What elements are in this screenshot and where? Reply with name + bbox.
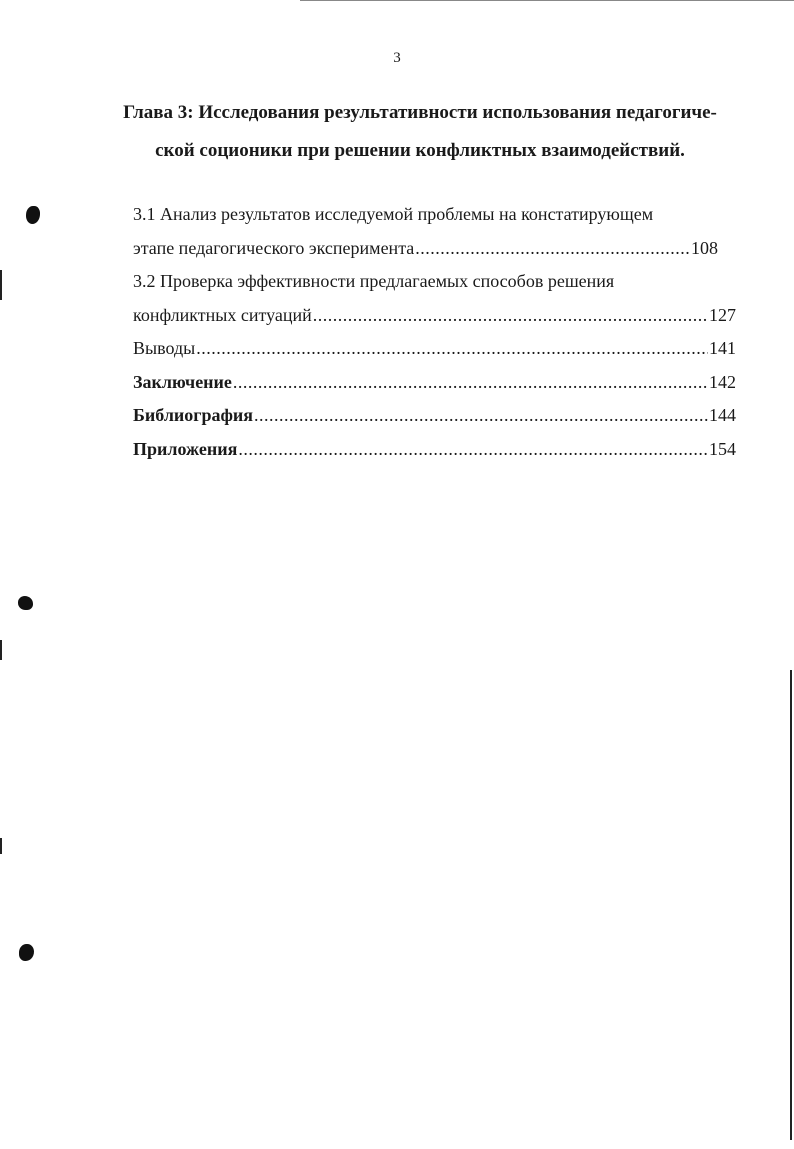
toc-entry-label: Приложения [133,438,238,459]
toc-entry-page: 127 [709,304,736,325]
toc-entry-conclusions[interactable] [133,332,736,366]
dot-leader [254,399,708,433]
scan-edge-line [0,640,2,660]
toc-entry-appendices[interactable] [133,433,736,467]
toc-entry-page: 154 [709,438,736,459]
toc-entry-label: Заключение [133,371,232,392]
binding-hole-mark [18,596,33,610]
toc-entry-label: этапе педагогического эксперимента [133,237,415,258]
toc-entry-label: Выводы [133,338,196,358]
chapter-title [110,94,730,170]
chapter-title-line-1: Глава 3: Исследования результативности использования педагогиче- [123,102,717,123]
dot-leader [196,332,708,366]
toc-entry-3-2[interactable] [133,299,736,333]
toc-entry-3-1[interactable] [133,232,718,266]
scan-edge-line [0,838,2,854]
toc-entry-page: 142 [709,371,736,392]
binding-hole-mark [19,944,34,961]
toc-entry-label: 3.2 Проверка эффективности предлагаемых способов решения [133,271,615,291]
toc-entry-3-2-heading [133,265,736,299]
table-of-contents [133,198,736,466]
dot-leader [233,366,708,400]
chapter-title-line-2: ской соционики при решении конфликтных взаимодействий. [155,140,685,161]
toc-entry-final[interactable] [133,366,736,400]
toc-entry-page: 108 [691,237,718,258]
binding-hole-mark [26,206,40,224]
toc-entry-label: 3.1 Анализ результатов исследуемой проблемы на констатирующем [133,204,654,224]
dot-leader [415,232,690,266]
scan-edge-line [0,270,2,300]
toc-entry-label: Библиография [133,405,254,425]
scan-edge-line [790,670,792,1140]
toc-entry-page: 141 [709,338,736,358]
toc-entry-page: 144 [709,405,736,425]
page-number: 3 [393,50,401,66]
toc-entry-3-1-heading [133,198,736,232]
toc-entry-bibliography[interactable] [133,399,736,433]
dot-leader [238,433,708,467]
dot-leader [313,299,708,333]
scan-edge-line [300,0,794,1]
toc-entry-label: конфликтных ситуаций [133,304,312,325]
